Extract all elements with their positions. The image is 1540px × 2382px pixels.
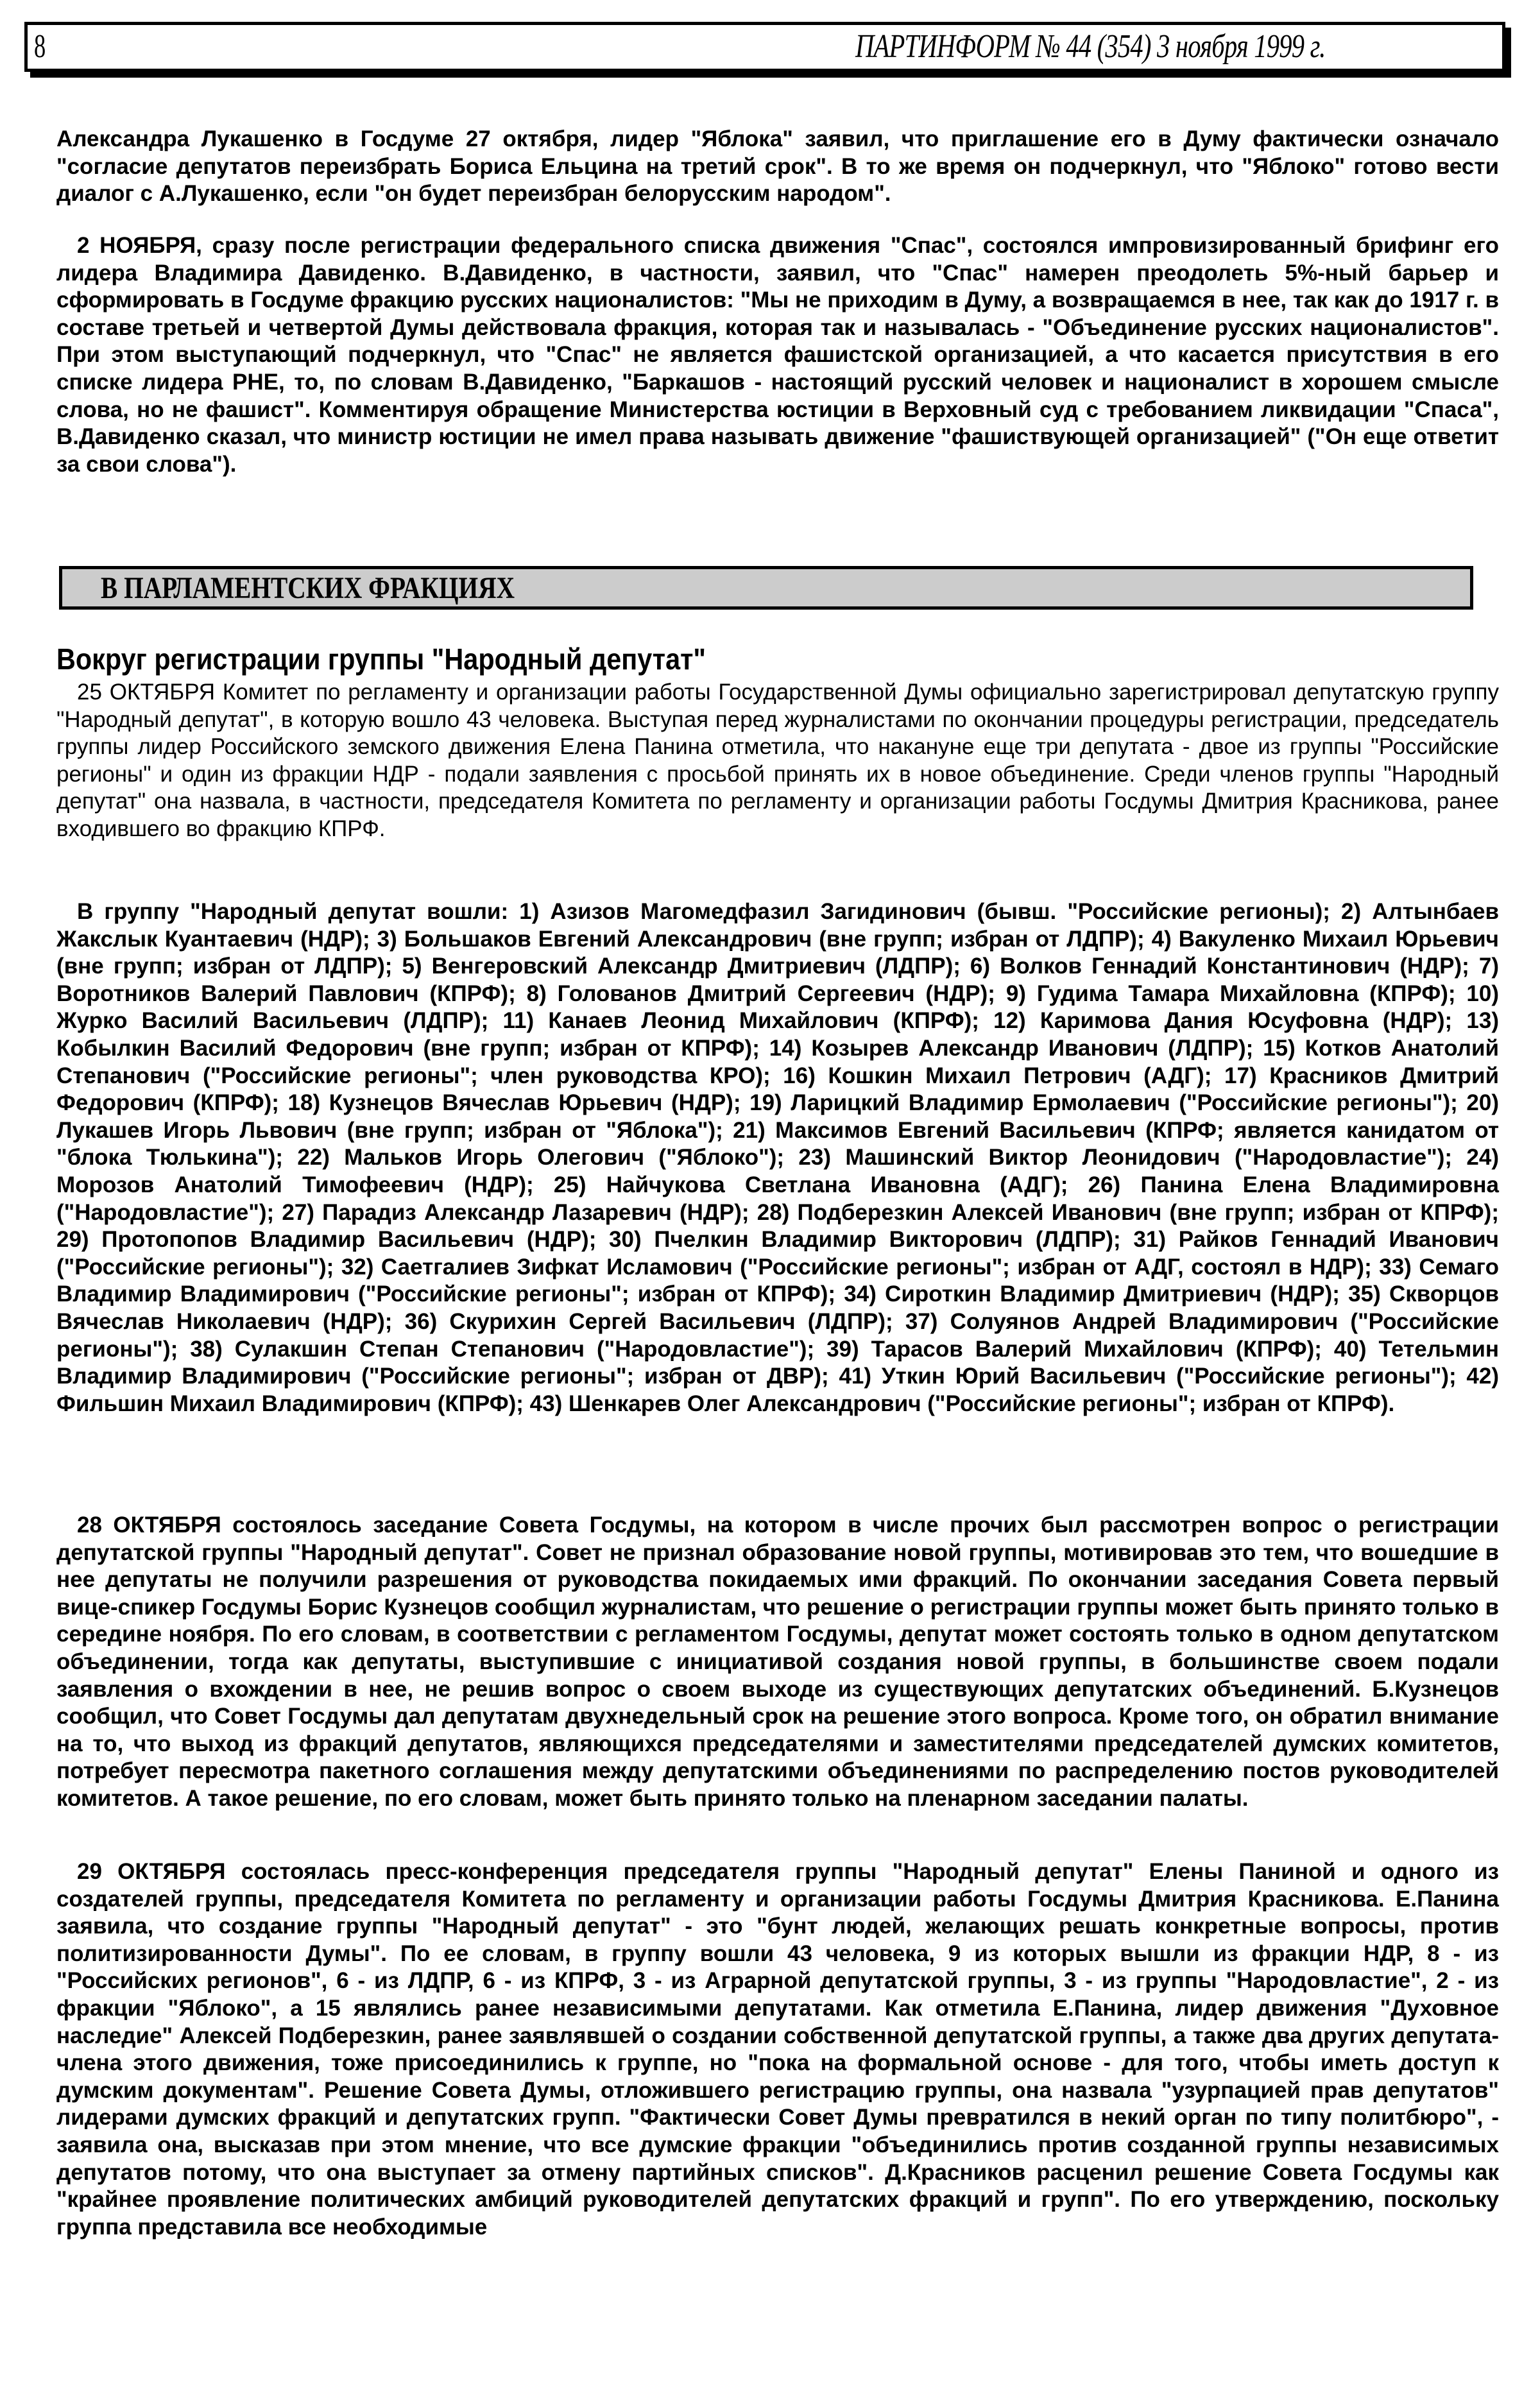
article-title: Вокруг регистрации группы "Народный депутат" (56, 642, 706, 676)
section-banner (59, 566, 1473, 610)
paragraph-oct28 (56, 1512, 1499, 1813)
paragraph-text: Александра Лукашенко в Госдуме 27 октября, лидер "Яблока" заявил, что приглашение его в Думу фактически означало "согласие депутатов переизбрать Бориса Ельцина на третий срок". В то же время он подчеркнул, что "Яблоко" готово вести диалог с А.Лукашенко, если "он будет переизбран белорусским народом". (56, 126, 1499, 207)
paragraph-body: состоялась пресс-конференция председателя группы "Народный депутат" Елены Паниной и одного из создателей группы, председателя Комитета по регламенту и организации работы Госдумы Дмитрия Красникова. Е.Панина заявила, что создание группы "Народный депутат" - это "бунт людей, желающих решать конкретные вопросы, против политизированности Думы". По ее словам, в группу вошли 43 человека, 9 из которых вышли из фракции НДР, 8 - из "Российских регионов", 6 - из ЛДПР, 6 - из КПРФ, 3 - из Аграрной депутатской группы, 3 - из группы "Народовластие", 2 - из фракции "Яблоко", а 15 являлись ранее независимыми депутатами. Как отметила Е.Панина, лидер движения "Духовное наследие" Алексей Подберезкин, ранее заявлявшей о создании собственной депутатской группы, а также два других депутата-члена этого движения, тоже присоединились к группе, но "пока на формальной основе - для того, чтобы иметь доступ к думским документам". Решение Совета Думы, отложившего регистрацию группы, она назвала "узурпацией прав депутатов" лидерами думских фракций и депутатских групп. "Фактически Совет Думы превратился в некий орган по типу политбюро", - заявила она, высказав при этом мнение, что все думские фракции "объединились против созданной группы независимых депутатов потому, что она выступает за отмену партийных списков". Д.Красников расценил решение Совета Госдумы как "крайнее проявление политических амбиций руководителей депутатских фракций и групп". По его утверждению, поскольку группа представила все необходимые (56, 1859, 1499, 2240)
members-list (56, 898, 1499, 1418)
paragraph-text (56, 1512, 1499, 1813)
paragraph-text: 25 ОКТЯБРЯ Комитет по регламенту и организации работы Государственной Думы официально зарегистрировал депутатскую группу "Народный депутат", в которую вошло 43 человека. Выступая перед журналистами по окончании процедуры регистрации, председатель группы лидер Российского земского движения Елена Панина отметила, что накануне еще три депутата - двое из группы "Российские регионы" и один из фракции НДР - подали заявления с просьбой принять их в новое объединение. Среди членов группы "Народный депутат" она назвала, в частности, председателя Комитета по регламенту и организации работы Госдумы Дмитрия Красникова, ранее входившего во фракцию КПРФ. (56, 680, 1499, 841)
page-number: 8 (34, 28, 46, 65)
date-label: 28 ОКТЯБРЯ (77, 1512, 221, 1538)
date-label: 29 ОКТЯБРЯ (77, 1859, 226, 1884)
intro-paragraph-1 (56, 126, 1499, 208)
paragraph-text (56, 1858, 1499, 2241)
section-banner-title: В ПАРЛАМЕНТСКИХ ФРАКЦИЯХ (101, 571, 515, 605)
paragraph-oct29 (56, 1858, 1499, 2241)
intro-paragraph-2 (56, 232, 1499, 478)
masthead-issue: ПАРТИНФОРМ № 44 (354) 3 ноября 1999 г. (855, 28, 1326, 65)
paragraph-oct25 (56, 679, 1499, 843)
paragraph-body: состоялось заседание Совета Госдумы, на котором в числе прочих был рассмотрен вопрос о регистрации депутатской группы "Народный депутат". Совет не признал образование новой группы, мотивировав это тем, что вошедшие в нее депутаты не получили разрешения от руководства покидаемых ими фракций. По окончании заседания Совета первый вице-спикер Госдумы Борис Кузнецов сообщил журналистам, что решение о регистрации группы может быть принято только в середине ноября. По его словам, в соответствии с регламентом Госдумы, депутат может состоять только в одном депутатском объединении, тогда как депутаты, выступившие с инициативой создания новой группы, в большинстве своем подали заявления о вхождении в нее, не решив вопрос о своем выходе из существующих депутатских объединений. Б.Кузнецов сообщил, что Совет Госдумы дал депутатам двухнедельный срок на решение этого вопроса. Кроме того, он обратил внимание на то, что выход из фракций депутатов, являющихся председателями и заместителями председателей думских комитетов, потребует пересмотра пакетного соглашения между депутатскими объединениями по распределению постов руководителей комитетов. А такое решение, по его словам, может быть принято только на пленарном заседании палаты. (56, 1512, 1499, 1811)
members-list-text: В группу "Народный депутат вошли: 1) Азизов Магомедфазил Загидинович (бывш. "Российские регионы); 2) Алтынбаев Жакслык Куантаевич (НДР); 3) Большаков Евгений Александрович (вне групп; избран от ЛДПР); 4) Вакуленко Михаил Юрьевич (вне групп; избран от ЛДПР); 5) Венгеровский Александр Дмитриевич (ЛДПР); 6) Волков Геннадий Константинович (НДР); 7) Воротников Валерий Павлович (КПРФ); 8) Голованов Дмитрий Сергеевич (НДР); 9) Гудима Тамара Михайловна (КПРФ); 10) Журко Василий Васильевич (ЛДПР); 11) Канаев Леонид Михайлович (КПРФ); 12) Каримова Дания Юсуфовна (НДР); 13) Кобылкин Василий Федорович (вне групп; избран от КПРФ); 14) Козырев Александр Иванович (ЛДПР); 15) Котков Анатолий Степанович ("Российские регионы"; член руководства КРО); 16) Кошкин Михаил Петрович (АДГ); 17) Красников Дмитрий Федорович (КПРФ); 18) Кузнецов Вячеслав Юрьевич (НДР); 19) Ларицкий Владимир Ермолаевич ("Российские регионы"); 20) Лукашев Игорь Львович (вне групп; избран от "Яблока"); 21) Максимов Евгений Васильевич (КПРФ; является канидатом от "блока Тюлькина"); 22) Мальков Игорь Олегович ("Яблоко"); 23) Машинский Виктор Леонидович ("Народовластие"); 24) Морозов Анатолий Тимофеевич (НДР); 25) Найчукова Светлана Ивановна (АДГ); 26) Панина Елена Владимировна ("Народовластие"); 27) Парадиз Александр Лазаревич (НДР); 28) Подберезкин Алексей Иванович (вне групп; избран от КПРФ); 29) Протопопов Владимир Васильевич (НДР); 30) Пчелкин Владимир Викторович (ЛДПР); 31) Райков Геннадий Иванович ("Российские регионы"); 32) Саетгалиев Зифкат Исламович ("Российские регионы"; избран от АДГ, состоял в НДР); 33) Семаго Владимир Владимирович ("Российские регионы"; избран от КПРФ); 34) Сироткин Владимир Дмитриевич (НДР); 35) Скворцов Вячеслав Николаевич (НДР); 36) Скурихин Сергей Васильевич (ЛДПР); 37) Солуянов Андрей Владимирович ("Российские регионы"); 38) Сулакшин Степан Степанович ("Народовластие"); 39) Тарасов Валерий Михайлович (КПРФ); 40) Тетельмин Владимир Владимирович ("Российские регионы"; избран от ДВР); 41) Уткин Юрий Васильевич ("Российские регионы"); 42) Фильшин Михаил Владимирович (КПРФ); 43) Шенкарев Олег Александрович ("Российские регионы"; избран от КПРФ). (56, 899, 1499, 1416)
page-header (24, 22, 1505, 72)
paragraph-text: 2 НОЯБРЯ, сразу после регистрации федерального списка движения "Спас", состоялся импровизированный брифинг его лидера Владимира Давиденко. В.Давиденко, в частности, заявил, что "Спас" намерен преодолеть 5%-ный барьер и сформировать в Госдуме фракцию русских националистов: "Мы не приходим в Думу, а возвращаемся в нее, так как до 1917 г. в составе третьей и четвертой Думы действовала фракция, которая так и называлась - "Объединение русских националистов". При этом выступающий подчеркнул, что "Спас" не является фашистской организацией, а что касается присутствия в его списке лидера РНЕ, то, по словам В.Давиденко, "Баркашов - настоящий русский человек и националист в хорошем смысле слова, но не фашист". Комментируя обращение Министерства юстиции в Верховный суд с требованием ликвидации "Спаса", В.Давиденко сказал, что министр юстиции не имел права называть движение "фашиствующей организацией" ("Он еще ответит за свои слова"). (56, 233, 1499, 477)
